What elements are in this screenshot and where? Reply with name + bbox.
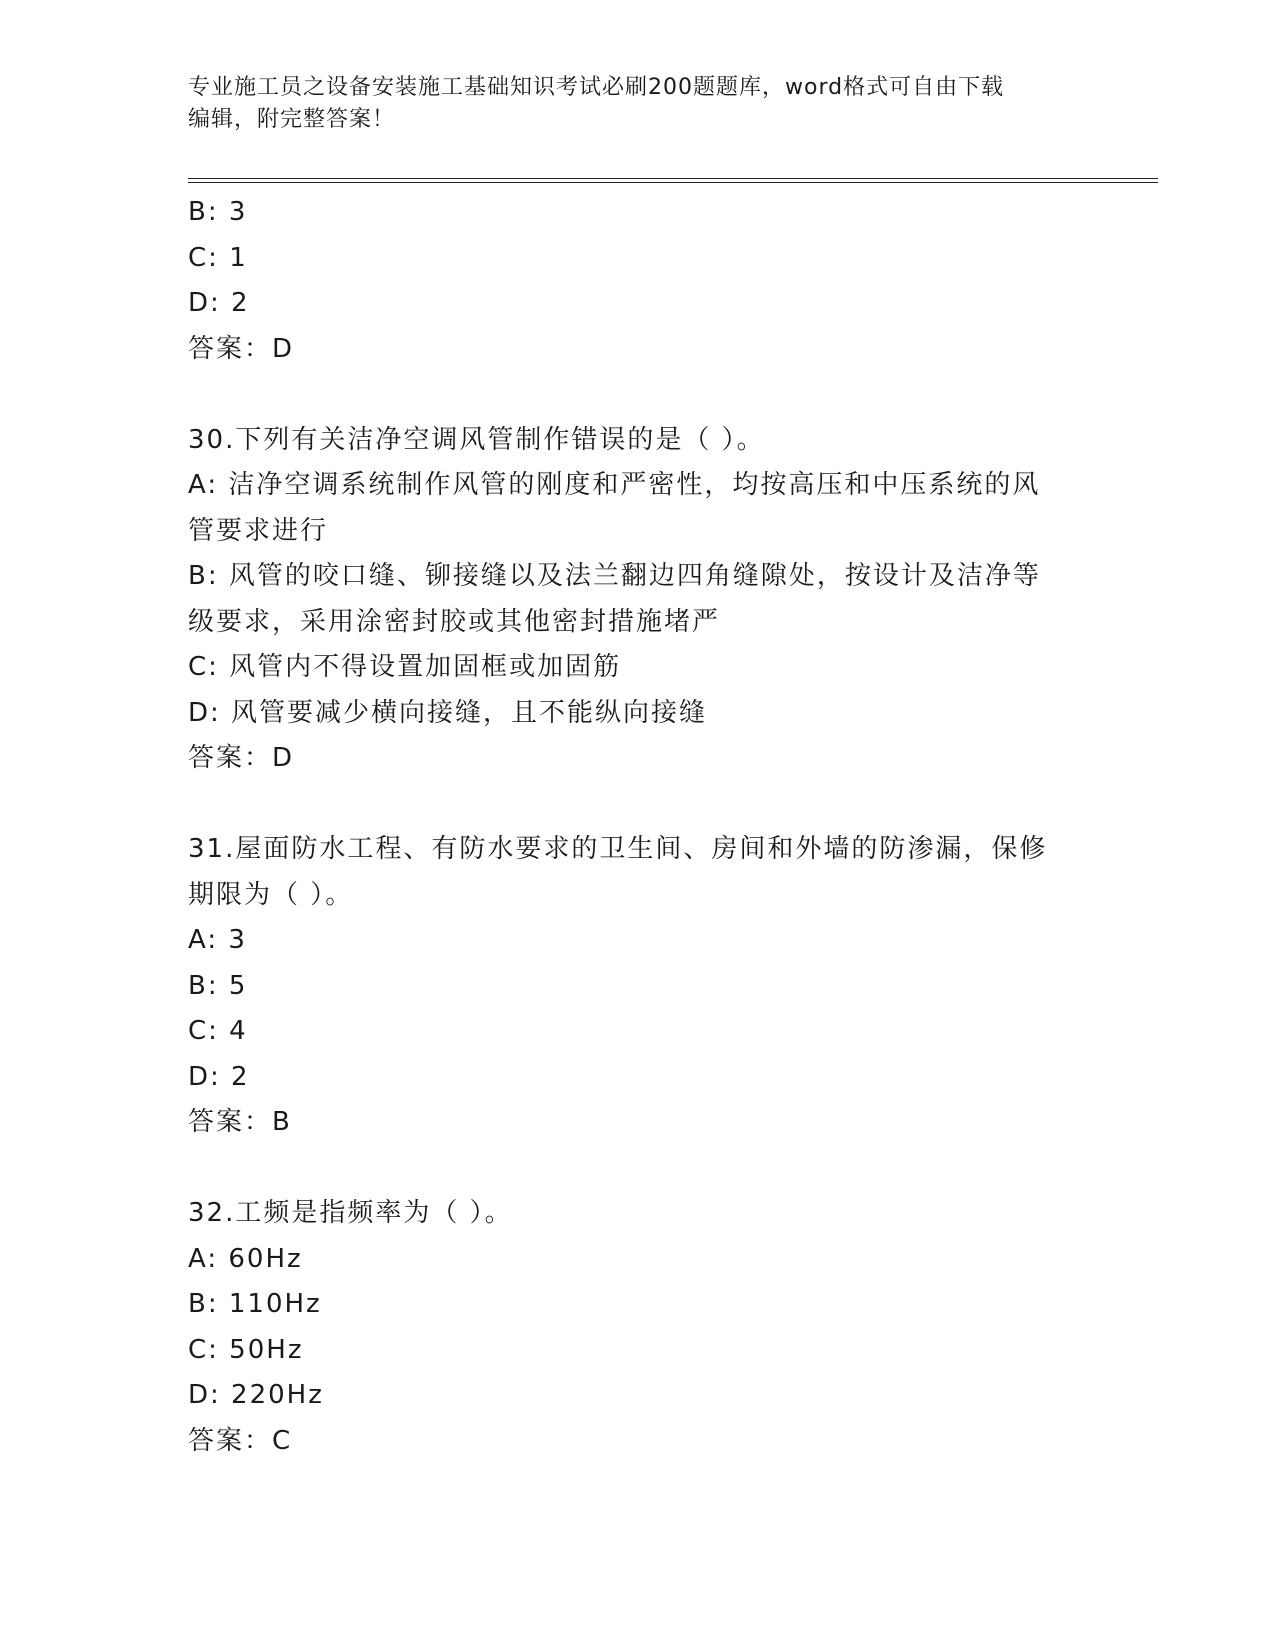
option-line: C: 风管内不得设置加固框或加固筋 bbox=[188, 652, 622, 682]
option-line: A: 洁净空调系统制作风管的刚度和严密性，均按高压和中压系统的风 bbox=[188, 470, 1041, 500]
question-29-continued bbox=[188, 190, 1088, 372]
option-line: C: 50Hz bbox=[188, 1334, 304, 1365]
question-stem: 32.工频是指频率为（ ）。 bbox=[188, 1198, 513, 1228]
option-line: B: 风管的咬口缝、铆接缝以及法兰翻边四角缝隙处，按设计及洁净等 bbox=[188, 561, 1041, 591]
header-divider bbox=[188, 178, 1158, 183]
question-stem: 30.下列有关洁净空调风管制作错误的是（ ）。 bbox=[188, 424, 765, 455]
option-line: A: 60Hz bbox=[188, 1243, 303, 1274]
answer-line: 答案：B bbox=[188, 1107, 292, 1137]
option-line: B: 5 bbox=[188, 970, 248, 1001]
question-stem: 31.屋面防水工程、有防水要求的卫生间、房间和外墙的防渗漏，保修 bbox=[188, 834, 1048, 864]
page-header bbox=[188, 72, 1088, 136]
document-body bbox=[188, 190, 1088, 1464]
question-32 bbox=[188, 1191, 1088, 1464]
question-31 bbox=[188, 827, 1088, 1146]
option-line: B: 110Hz bbox=[188, 1289, 322, 1319]
header-title-line-2: 编辑，附完整答案！ bbox=[188, 107, 396, 132]
option-line: D: 220Hz bbox=[188, 1380, 324, 1410]
answer-line: 答案：D bbox=[188, 333, 295, 364]
option-line: D: 2 bbox=[188, 288, 250, 318]
option-line: D: 2 bbox=[188, 1061, 250, 1092]
question-stem: 期限为（ ）。 bbox=[188, 879, 354, 910]
option-line: C: 1 bbox=[188, 242, 248, 273]
option-line: A: 3 bbox=[188, 925, 247, 955]
answer-line: 答案：C bbox=[188, 1425, 293, 1456]
option-line: 管要求进行 bbox=[188, 515, 329, 546]
answer-line: 答案：D bbox=[188, 743, 295, 773]
question-30 bbox=[188, 418, 1088, 782]
option-line: C: 4 bbox=[188, 1016, 248, 1046]
option-line: D: 风管要减少横向接缝，且不能纵向接缝 bbox=[188, 697, 708, 728]
header-title-line-1: 专业施工员之设备安装施工基础知识考试必刷200题题库，word格式可自由下载 bbox=[188, 75, 1005, 100]
option-line: B: 3 bbox=[188, 197, 248, 227]
option-line: 级要求，采用涂密封胶或其他密封措施堵严 bbox=[188, 606, 721, 637]
